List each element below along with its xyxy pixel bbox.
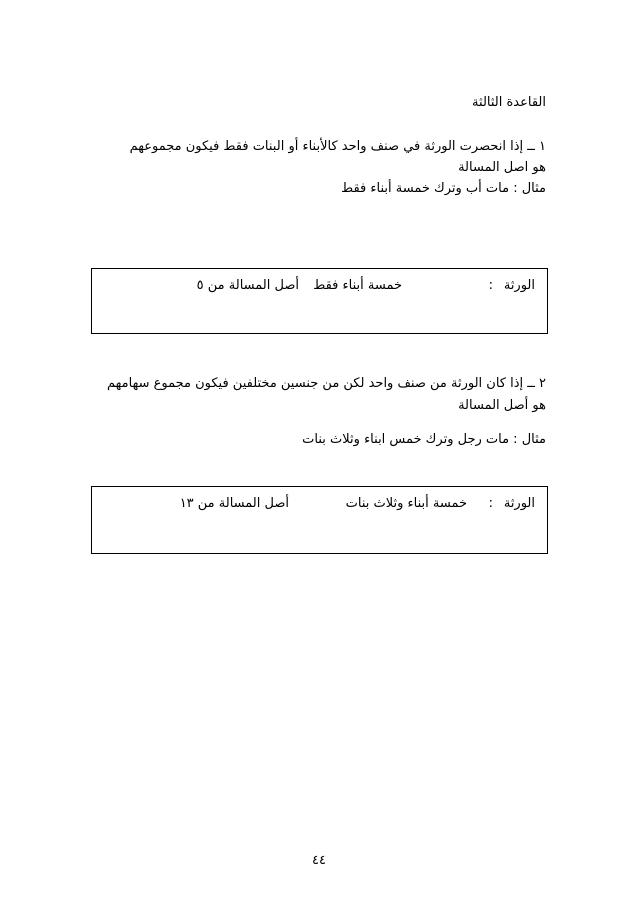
heirs-label: الورثة [503, 496, 535, 511]
heirs-label: الورثة [503, 278, 535, 293]
example-1-box [91, 268, 548, 334]
colon: : [488, 278, 493, 293]
rule-2-example: مثال : مات رجل وترك خمس ابناء وثلاث بنات [302, 432, 546, 447]
heirs-value: خمسة أبناء وثلاث بنات [345, 496, 467, 511]
section-title: القاعدة الثالثة [472, 95, 546, 110]
rule-1-line-1: ١ ــ إذا انحصرت الورثة في صنف واحد كالأبناء أو البنات فقط فيكون مجموعهم [129, 139, 546, 154]
origin-of-problem: أصل المسالة من ١٣ [179, 496, 289, 511]
heirs-value: خمسة أبناء فقط [313, 278, 402, 293]
rule-1-line-2: هو اصل المسالة [458, 160, 546, 175]
rule-2-line-1: ٢ ــ إذا كان الورثة من صنف واحد لكن من جنسين مختلفين فيكون مجموع سهامهم [107, 376, 546, 391]
rule-1-example: مثال : مات أب وترك خمسة أبناء فقط [341, 181, 546, 196]
colon: : [488, 496, 493, 511]
origin-of-problem: أصل المسالة من ٥ [196, 278, 299, 293]
rule-2-line-2: هو أصل المسالة [458, 398, 546, 413]
page-number: ٤٤ [312, 853, 326, 868]
example-2-box [91, 486, 548, 554]
